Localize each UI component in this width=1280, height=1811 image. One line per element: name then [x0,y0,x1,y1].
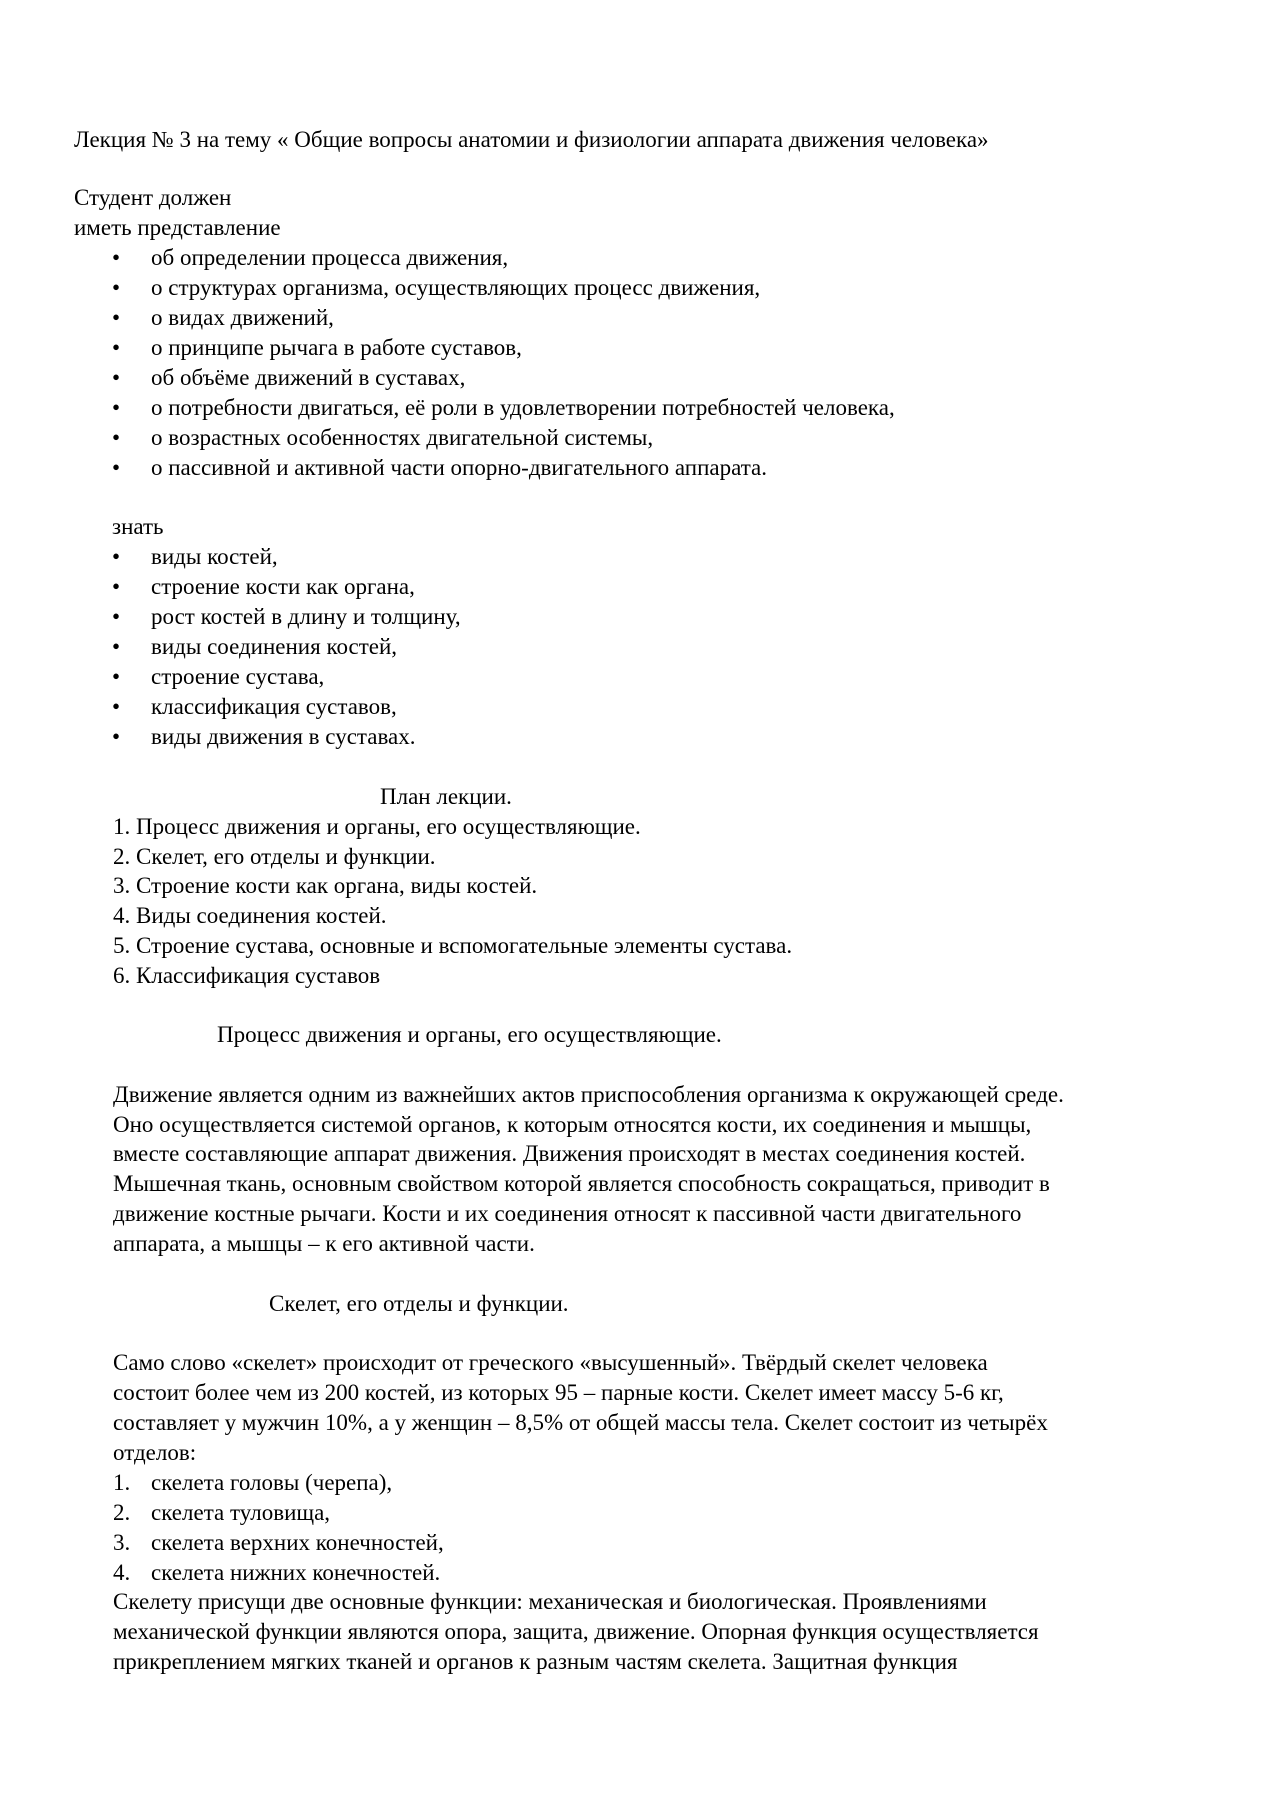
list-item-text: строение сустава, [151,664,325,689]
paragraph-line: Само слово «скелет» происходит от греческого «высушенный». Твёрдый скелет человека [113,1350,988,1375]
item-number: 3. [113,1530,131,1555]
paragraph-line: отделов: [113,1440,197,1465]
bullet-icon: • [112,604,121,629]
paragraph-line: составляет у мужчин 10%, а у женщин – 8,5% от общей массы тела. Скелет состоит из четырёх [113,1410,1048,1435]
bullet-icon: • [112,245,121,270]
bullet-icon: • [112,455,121,480]
plan-item: 6. Классификация суставов [113,963,381,988]
bullet-icon: • [112,275,121,300]
paragraph-line: Мышечная ткань, основным свойством которой является способность сокращаться, приводит в [113,1171,1050,1196]
paragraph-line: состоит более чем из 200 костей, из которых 95 – парные кости. Скелет имеет массу 5-6 кг, [113,1380,1004,1405]
list-item-text: о структурах организма, осуществляющих процесс движения, [151,275,761,300]
bullet-icon: • [112,425,121,450]
paragraph-line: прикреплением мягких тканей и органов к разным частям скелета. Защитная функция [113,1649,958,1674]
list-item-text: виды движения в суставах. [151,724,416,749]
know-heading: знать [112,514,164,539]
bullet-icon: • [112,544,121,569]
list-item-text: о принципе рычага в работе суставов, [151,335,522,360]
paragraph-line: механической функции являются опора, защита, движение. Опорная функция осуществляется [113,1619,1039,1644]
item-text: скелета верхних конечностей, [151,1530,444,1555]
bullet-icon: • [112,694,121,719]
plan-item: 4. Виды соединения костей. [113,903,387,928]
list-item-text: об объёме движений в суставах, [151,365,466,390]
list-item-text: о видах движений, [151,305,334,330]
paragraph-line: вместе составляющие аппарат движения. Движения происходят в местах соединения костей. [113,1141,1026,1166]
list-item-text: об определении процесса движения, [151,245,509,270]
document-title: Лекция № 3 на тему « Общие вопросы анатомии и физиологии аппарата движения человека» [74,127,989,152]
plan-item: 2. Скелет, его отделы и функции. [113,844,436,869]
represent-heading: иметь представление [74,215,281,240]
list-item-text: виды костей, [151,544,278,569]
plan-item: 1. Процесс движения и органы, его осуществляющие. [113,814,641,839]
paragraph-line: Скелету присущи две основные функции: механическая и биологическая. Проявлениями [113,1589,987,1614]
bullet-icon: • [112,664,121,689]
list-item-text: о возрастных особенностях двигательной системы, [151,425,654,450]
item-text: скелета головы (черепа), [151,1470,393,1495]
bullet-icon: • [112,395,121,420]
section-heading-skeleton: Скелет, его отделы и функции. [269,1291,569,1316]
section-heading-movement: Процесс движения и органы, его осуществляющие. [217,1022,722,1047]
paragraph-line: Оно осуществляется системой органов, к которым относятся кости, их соединения и мышцы, [113,1112,1032,1137]
item-number: 2. [113,1500,131,1525]
list-item-text: о потребности двигаться, её роли в удовлетворении потребностей человека, [151,395,895,420]
item-text: скелета туловища, [151,1500,331,1525]
item-number: 4. [113,1560,131,1585]
list-item-text: строение кости как органа, [151,574,415,599]
plan-heading: План лекции. [380,784,512,809]
list-item-text: классификация суставов, [151,694,397,719]
item-text: скелета нижних конечностей. [151,1560,441,1585]
paragraph-line: Движение является одним из важнейших актов приспособления организма к окружающей среде. [113,1082,1064,1107]
bullet-icon: • [112,634,121,659]
bullet-icon: • [112,724,121,749]
bullet-icon: • [112,574,121,599]
list-item-text: о пассивной и активной части опорно-двигательного аппарата. [151,455,768,480]
bullet-icon: • [112,305,121,330]
paragraph-line: движение костные рычаги. Кости и их соединения относят к пассивной части двигательного [113,1201,1022,1226]
bullet-icon: • [112,335,121,360]
item-number: 1. [113,1470,131,1495]
list-item-text: виды соединения костей, [151,634,398,659]
paragraph-line: аппарата, а мышцы – к его активной части. [113,1231,535,1256]
list-item-text: рост костей в длину и толщину, [151,604,461,629]
plan-item: 5. Строение сустава, основные и вспомогательные элементы сустава. [113,933,793,958]
student-heading: Студент должен [74,185,232,210]
plan-item: 3. Строение кости как органа, виды костей. [113,873,538,898]
bullet-icon: • [112,365,121,390]
